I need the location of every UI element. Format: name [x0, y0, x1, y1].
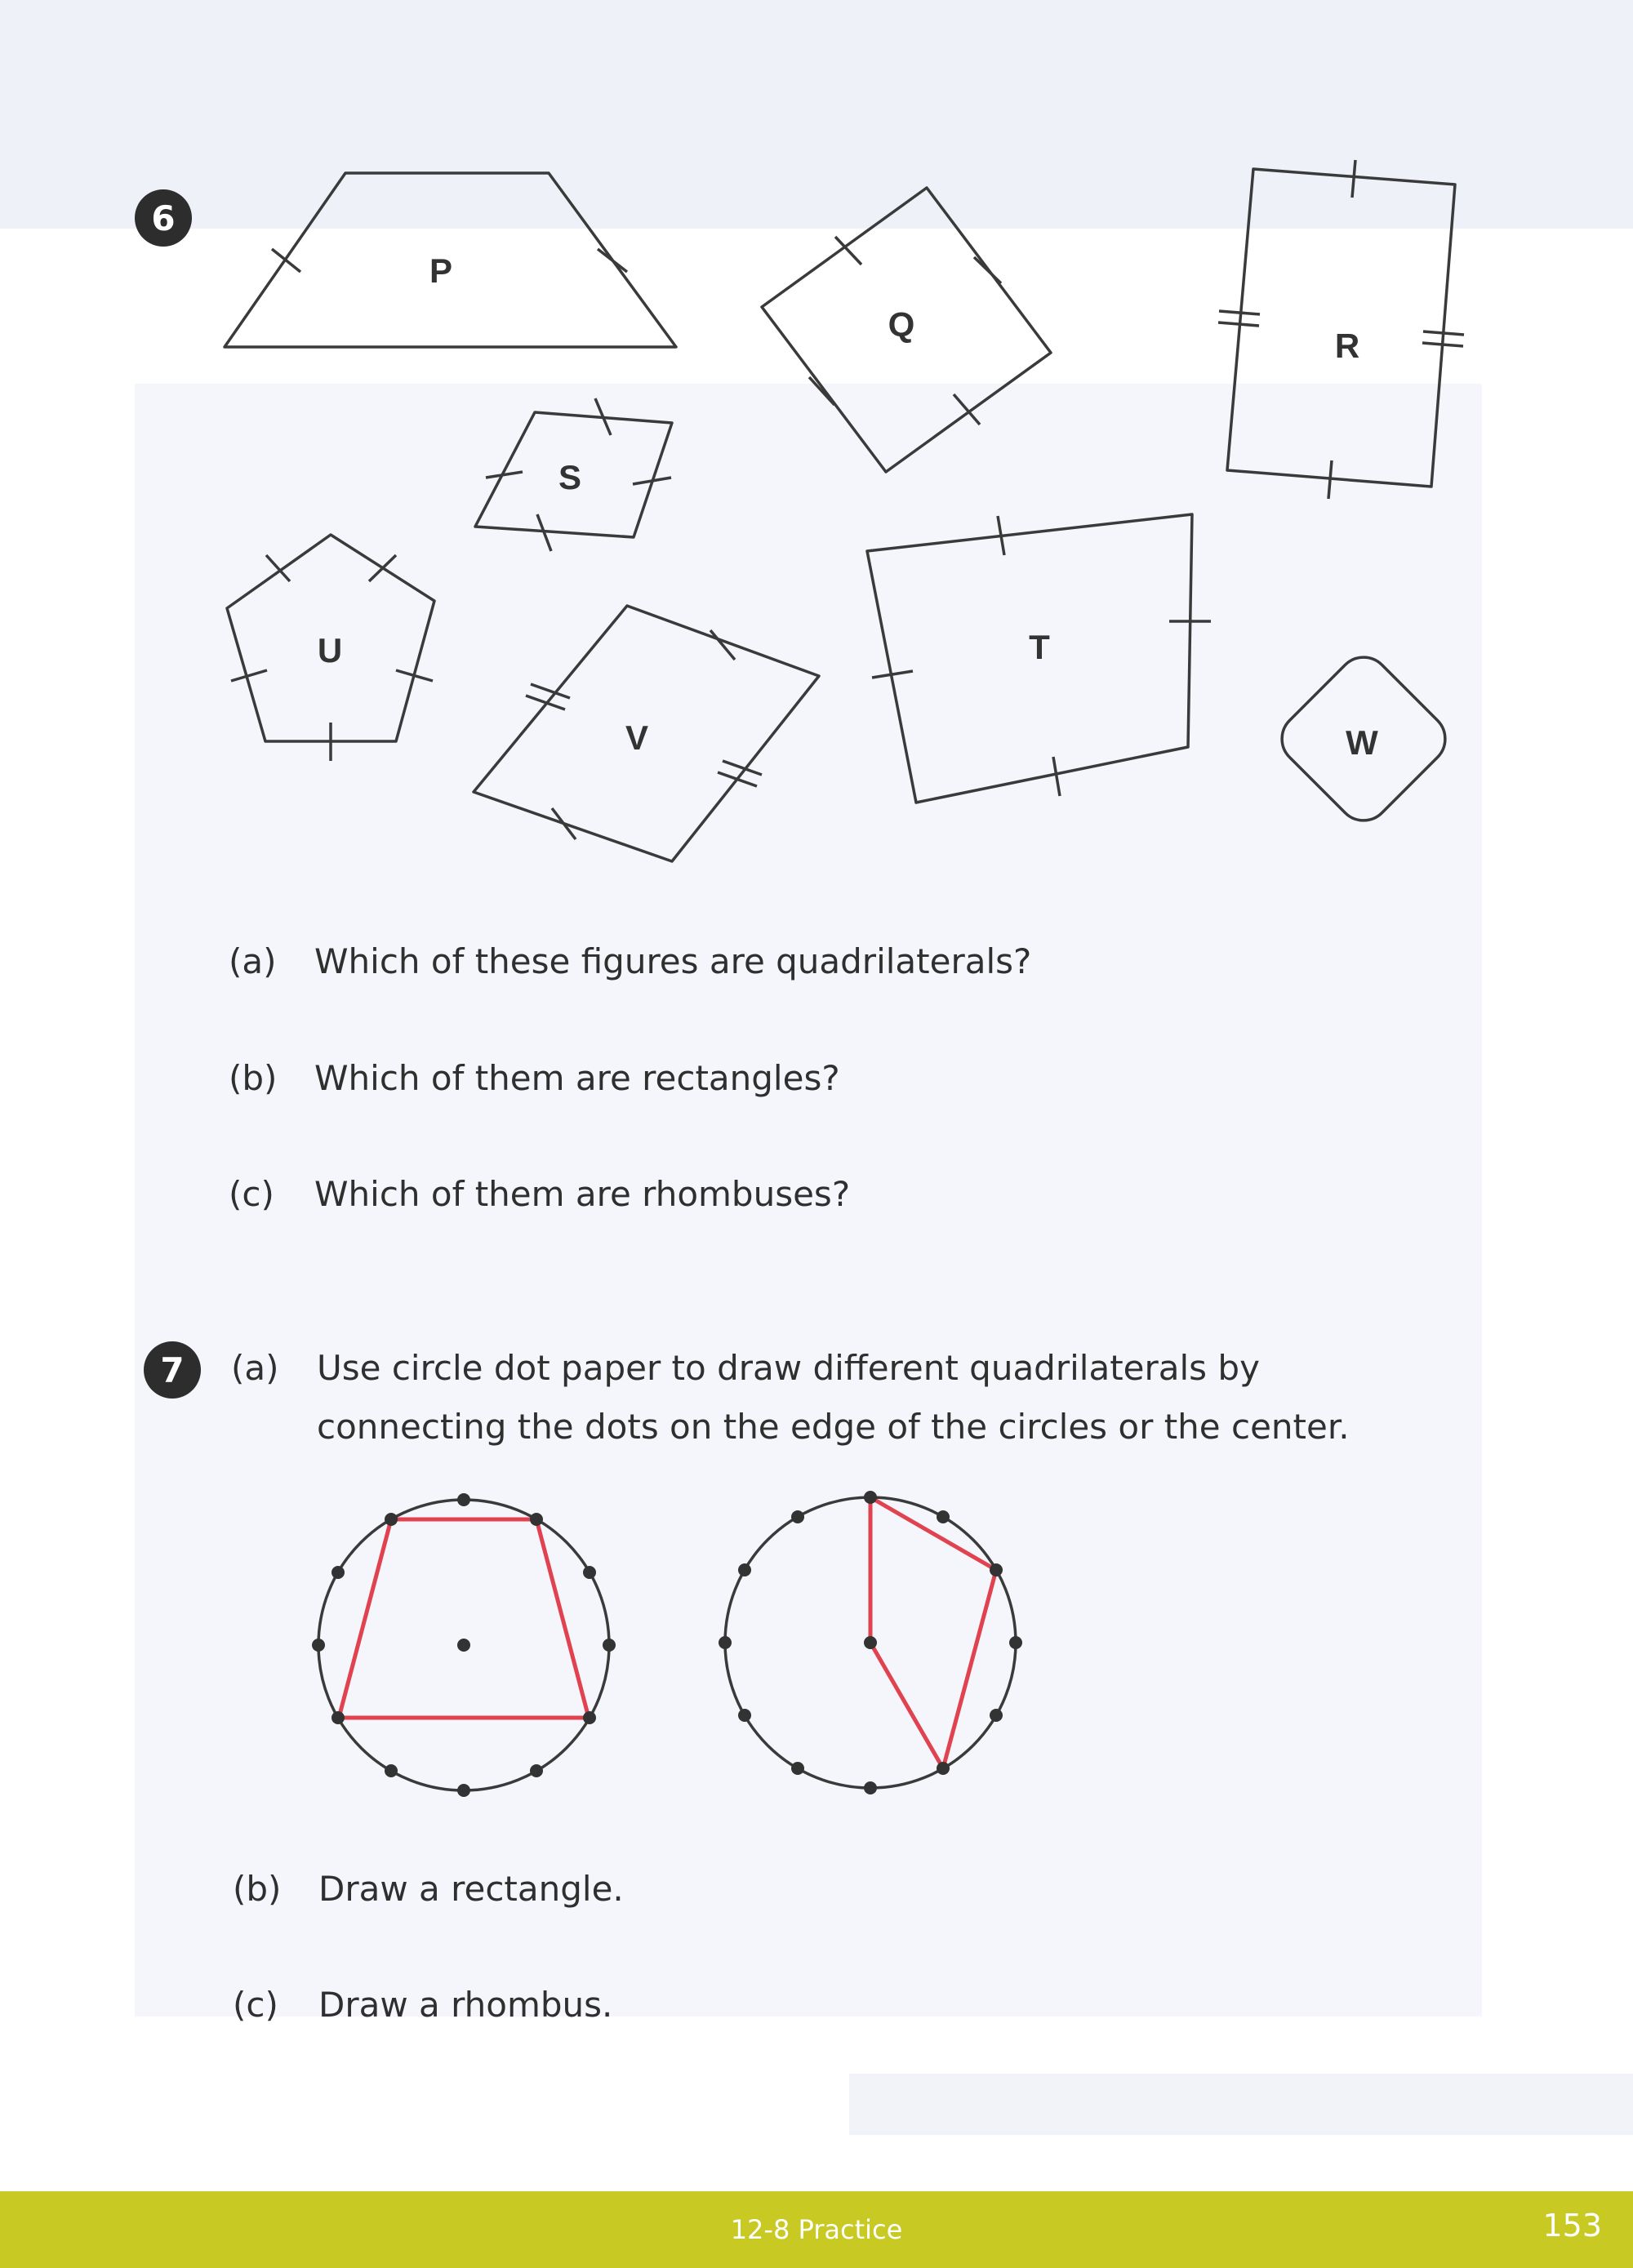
dot — [1009, 1636, 1022, 1649]
shape-p-label: P — [429, 251, 453, 290]
part-text: Draw a rectangle. — [318, 1869, 624, 1909]
part-text: Which of these figures are quadrilaterals? — [314, 941, 1032, 981]
dot — [331, 1566, 345, 1579]
footer-section-title: 12-8 Practice — [730, 2214, 903, 2245]
circle-example-right — [719, 1491, 1022, 1794]
dot — [457, 1493, 470, 1506]
part-letter: (b) — [233, 1869, 282, 1909]
dot — [603, 1639, 616, 1652]
footer-bar — [0, 2191, 1633, 2268]
shape-v-label: V — [625, 718, 649, 757]
dot — [331, 1711, 345, 1724]
part-letter: (a) — [229, 941, 277, 981]
dot — [583, 1711, 596, 1724]
dot — [530, 1513, 543, 1526]
circle-example-left — [312, 1493, 616, 1797]
shape-t-label: T — [1029, 628, 1050, 666]
shape-u-label: U — [317, 631, 343, 669]
dot — [791, 1510, 804, 1523]
dot — [738, 1563, 751, 1576]
drawn-kite — [870, 1497, 996, 1768]
dot — [990, 1563, 1003, 1576]
center-dot — [864, 1636, 877, 1649]
dot — [530, 1764, 543, 1777]
shape-s-label: S — [558, 458, 582, 496]
part-text: Which of them are rectangles? — [314, 1058, 840, 1098]
dot — [738, 1709, 751, 1722]
dot — [990, 1709, 1003, 1722]
part-text: Which of them are rhombuses? — [314, 1174, 851, 1214]
dot — [385, 1513, 398, 1526]
shape-q-label: Q — [888, 305, 915, 344]
drawn-trapezoid — [339, 1519, 589, 1718]
dot — [312, 1639, 325, 1652]
dot — [457, 1784, 470, 1797]
dot — [719, 1636, 732, 1649]
question-6-number: 6 — [151, 198, 176, 238]
part-letter: (a) — [231, 1348, 279, 1388]
center-dot — [457, 1639, 470, 1652]
part-text: Draw a rhombus. — [318, 1985, 613, 2025]
shape-w-label: W — [1346, 723, 1378, 762]
question-7-part-b — [233, 1869, 624, 1909]
question-7-number: 7 — [160, 1350, 185, 1390]
dot — [864, 1491, 877, 1504]
dot — [937, 1510, 950, 1523]
dot — [864, 1781, 877, 1794]
part-letter: (b) — [229, 1058, 278, 1098]
dot — [937, 1762, 950, 1775]
part-letter: (c) — [233, 1985, 278, 2025]
question-7-part-c — [233, 1985, 612, 2025]
dot — [583, 1566, 596, 1579]
part-letter: (c) — [229, 1174, 274, 1214]
shape-r-label: R — [1334, 327, 1360, 365]
dot — [385, 1764, 398, 1777]
part-text-line-2: connecting the dots on the edge of the circles or the center. — [317, 1407, 1350, 1447]
part-text-line-1: Use circle dot paper to draw different quadrilaterals by — [317, 1348, 1260, 1388]
page-number: 153 — [1542, 2208, 1602, 2244]
dot — [791, 1762, 804, 1775]
